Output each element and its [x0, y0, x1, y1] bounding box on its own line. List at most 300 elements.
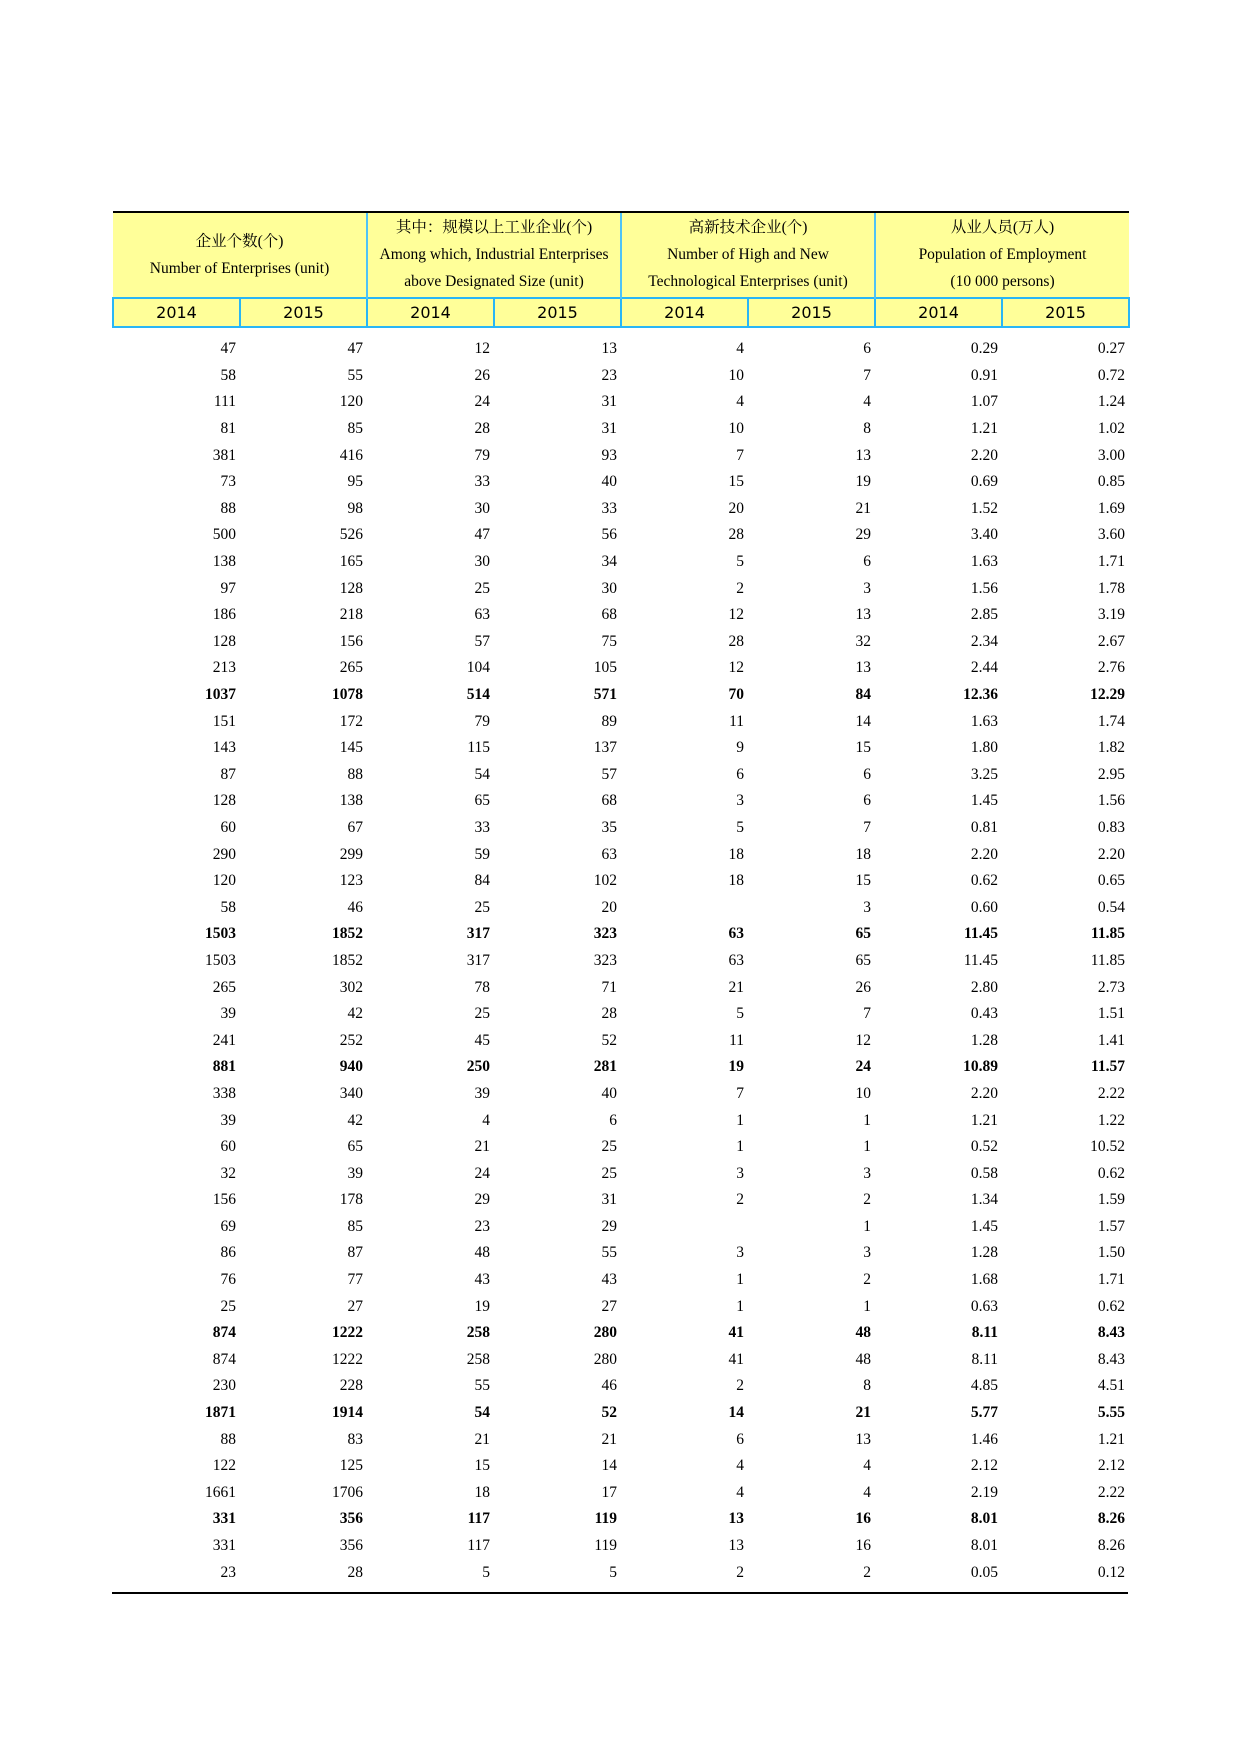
- table-row: [113, 1187, 1129, 1214]
- table-cell: 2: [863, 1271, 872, 1289]
- table-cell: 2.67: [1097, 632, 1126, 650]
- table-row: [113, 868, 1129, 895]
- table-cell: 60: [220, 818, 236, 836]
- table-cell: 5: [482, 1563, 490, 1581]
- table-cell: 2.34: [970, 632, 999, 650]
- table-row: [113, 602, 1129, 629]
- table-cell: 228: [339, 1377, 363, 1395]
- table-row: [113, 496, 1129, 523]
- table-cell: 172: [339, 712, 363, 730]
- table-cell: 14: [601, 1457, 618, 1475]
- table-cell: 88: [220, 499, 236, 517]
- table-row: [113, 1001, 1129, 1028]
- table-cell: 381: [212, 446, 236, 464]
- table-cell: 71: [601, 978, 618, 996]
- table-cell: 28: [601, 1005, 618, 1023]
- table-cell: 11.85: [1090, 951, 1126, 969]
- table-cell: [621, 1214, 748, 1241]
- table-cell: 1.80: [970, 739, 999, 757]
- table-cell: 119: [594, 1510, 618, 1528]
- table-cell: 39: [220, 1005, 236, 1023]
- table-cell: 4: [863, 1483, 872, 1501]
- table-cell: 65: [347, 1138, 363, 1156]
- table-row: [113, 1453, 1129, 1480]
- table-cell: 125: [339, 1457, 363, 1475]
- table-cell: 186: [212, 606, 236, 624]
- header-enterprises-cn: 企业个数(个): [195, 232, 284, 250]
- spacer-cell: [113, 327, 1129, 336]
- table-cell: 3: [736, 1244, 745, 1262]
- year-header: 2015: [748, 298, 875, 327]
- table-cell: 4.85: [970, 1377, 999, 1395]
- table-row-subtotal: [113, 1320, 1129, 1347]
- table-cell: 39: [220, 1111, 236, 1129]
- table-cell: 317: [466, 951, 490, 969]
- table-cell: 29: [601, 1217, 618, 1235]
- table-cell: 21: [855, 499, 872, 517]
- table-cell: 13: [855, 659, 872, 677]
- table-cell: 1.21: [970, 420, 999, 438]
- table-cell: 1.56: [970, 579, 999, 597]
- table-cell: 143: [212, 739, 236, 757]
- table-cell: 4: [482, 1111, 490, 1129]
- header-employment-en2: (10 000 persons): [950, 273, 1055, 290]
- table-cell: 178: [339, 1191, 363, 1209]
- table-cell: 3: [863, 1164, 872, 1182]
- table-cell: 123: [339, 872, 363, 890]
- table-cell: 1871: [205, 1404, 236, 1422]
- table-cell: 26: [855, 978, 872, 996]
- table-cell: 122: [212, 1457, 236, 1475]
- table-cell: 137: [593, 739, 618, 757]
- table-cell: 2.20: [1097, 845, 1126, 863]
- table-cell: 8.01: [970, 1537, 999, 1555]
- table-cell: 5.55: [1097, 1404, 1126, 1422]
- table-cell: 55: [474, 1377, 490, 1395]
- table-cell: 86: [220, 1244, 236, 1262]
- table-cell: 2: [863, 1191, 872, 1209]
- table-row: [113, 1214, 1129, 1241]
- statistics-table: [112, 211, 1130, 1586]
- table-cell: 26: [474, 366, 490, 384]
- table-cell: 33: [601, 499, 618, 517]
- table-cell: 28: [728, 526, 745, 544]
- year-header: 2015: [240, 298, 367, 327]
- table-cell: 40: [601, 473, 618, 491]
- table-row-subtotal: [113, 1054, 1129, 1081]
- table-cell: 40: [601, 1084, 618, 1102]
- table-cell: 1.56: [1097, 792, 1126, 810]
- table-cell: 13: [601, 340, 618, 358]
- table-cell: 1: [863, 1111, 872, 1129]
- table-row: [113, 1027, 1129, 1054]
- table-cell: 1.63: [970, 712, 999, 730]
- table-row-subtotal: [113, 921, 1129, 948]
- table-cell: 1: [736, 1297, 745, 1315]
- table-cell: 1.02: [1097, 420, 1126, 438]
- table-row: [113, 788, 1129, 815]
- table-cell: 0.72: [1097, 366, 1126, 384]
- table-row: [113, 841, 1129, 868]
- table-cell: 76: [220, 1271, 236, 1289]
- table-cell: 128: [212, 632, 236, 650]
- table-cell: 14: [728, 1404, 745, 1422]
- spacer-row: [113, 327, 1129, 336]
- table-body: [113, 327, 1129, 1586]
- table-row: [113, 1426, 1129, 1453]
- table-cell: 5: [609, 1563, 618, 1581]
- header-hightech: [621, 212, 875, 298]
- table-cell: 1.24: [1097, 393, 1126, 411]
- table-cell: 84: [474, 872, 490, 890]
- table-row: [113, 735, 1129, 762]
- table-cell: 1.41: [1097, 1031, 1126, 1049]
- table-cell: 1.71: [1097, 1271, 1126, 1289]
- table-cell: 68: [601, 792, 618, 810]
- table-cell: 138: [212, 553, 236, 571]
- table-cell: 280: [593, 1324, 618, 1342]
- table-cell: 83: [347, 1430, 363, 1448]
- table-cell: 331: [212, 1510, 236, 1528]
- table-cell: 87: [220, 765, 236, 783]
- table-cell: 151: [212, 712, 236, 730]
- table-cell: 35: [601, 818, 618, 836]
- table-cell: 31: [601, 1191, 618, 1209]
- table-cell: 43: [474, 1271, 490, 1289]
- table-cell: 3: [863, 898, 872, 916]
- table-row: [113, 974, 1129, 1001]
- table-cell: 11: [729, 712, 745, 730]
- table-cell: 65: [855, 925, 872, 943]
- table-cell: 1: [736, 1111, 745, 1129]
- table-cell: 2.85: [970, 606, 999, 624]
- table-cell: 0.65: [1097, 872, 1126, 890]
- table-cell: 4: [736, 393, 745, 411]
- table-cell: 120: [339, 393, 363, 411]
- table-cell: 25: [220, 1297, 236, 1315]
- table-cell: 30: [474, 553, 490, 571]
- table-cell: 1: [863, 1217, 872, 1235]
- table-cell: 12: [855, 1031, 872, 1049]
- table-cell: 340: [339, 1084, 363, 1102]
- table-row: [113, 442, 1129, 469]
- table-cell: 1.07: [970, 393, 999, 411]
- table-cell: 571: [593, 686, 618, 704]
- table-cell: 21: [474, 1138, 490, 1156]
- table-cell: 67: [347, 818, 363, 836]
- table-cell: 1.63: [970, 553, 999, 571]
- table-cell: 250: [466, 1058, 490, 1076]
- table-cell: 68: [601, 606, 618, 624]
- header-group-row: [113, 212, 1129, 298]
- table-cell: 317: [466, 925, 490, 943]
- table-cell: 6: [736, 1430, 745, 1448]
- table-cell: 2: [736, 1563, 745, 1581]
- table-cell: 30: [474, 499, 490, 517]
- table-cell: 1.74: [1097, 712, 1126, 730]
- table-cell: 1.28: [970, 1031, 999, 1049]
- table-cell: 24: [474, 1164, 490, 1182]
- table-cell: 0.63: [970, 1297, 999, 1315]
- table-cell: 79: [474, 446, 490, 464]
- table-cell: 32: [220, 1164, 236, 1182]
- table-cell: 1503: [205, 925, 236, 943]
- table-cell: 8: [863, 420, 872, 438]
- table-cell: 0.54: [1097, 898, 1126, 916]
- table-row: [113, 1533, 1129, 1560]
- table-cell: 1078: [332, 686, 363, 704]
- table-cell: 102: [593, 872, 618, 890]
- table-cell: 59: [474, 845, 490, 863]
- table-cell: 2: [863, 1563, 872, 1581]
- table-cell: 0.58: [970, 1164, 999, 1182]
- table-cell: 218: [339, 606, 363, 624]
- table-cell: 0.43: [970, 1005, 999, 1023]
- table-row: [113, 1081, 1129, 1108]
- table-row: [113, 549, 1129, 576]
- table-cell: 331: [212, 1537, 236, 1555]
- table-cell: 3: [736, 792, 745, 810]
- table-cell: 1222: [332, 1324, 363, 1342]
- table-cell: 1.82: [1097, 739, 1126, 757]
- table-cell: 25: [601, 1138, 618, 1156]
- table-cell: 85: [347, 1217, 363, 1235]
- table-cell: 45: [474, 1031, 490, 1049]
- table-cell: 117: [467, 1537, 490, 1555]
- table-cell: 13: [728, 1537, 745, 1555]
- table-cell: 63: [601, 845, 618, 863]
- table-cell: 416: [339, 446, 363, 464]
- table-cell: 1.45: [970, 1217, 999, 1235]
- table-cell: 16: [855, 1510, 872, 1528]
- table-cell: 19: [474, 1297, 490, 1315]
- table-cell: 11: [729, 1031, 745, 1049]
- table-cell: 1.71: [1097, 553, 1126, 571]
- table-cell: 63: [474, 606, 490, 624]
- table-cell: 77: [347, 1271, 363, 1289]
- table-cell: 20: [601, 898, 618, 916]
- table-cell: 3.19: [1097, 606, 1126, 624]
- table-cell: 33: [474, 473, 490, 491]
- table-cell: 1.50: [1097, 1244, 1126, 1262]
- table-cell: 1222: [332, 1350, 363, 1368]
- table-cell: 2.22: [1097, 1483, 1126, 1501]
- table-cell: 28: [474, 420, 490, 438]
- table-row: [113, 389, 1129, 416]
- table-cell: 0.29: [970, 340, 999, 358]
- table-cell: 41: [728, 1324, 745, 1342]
- header-employment-en1: Population of Employment: [918, 246, 1087, 263]
- table-cell: 0.83: [1097, 818, 1126, 836]
- table-cell: 48: [855, 1350, 872, 1368]
- table-cell: 13: [728, 1510, 745, 1528]
- table-cell: 1.69: [1097, 499, 1126, 517]
- table-cell: 1.45: [970, 792, 999, 810]
- table-cell: 15: [474, 1457, 490, 1475]
- table-cell: 39: [347, 1164, 363, 1182]
- table-row: [113, 1373, 1129, 1400]
- table-cell: 29: [855, 526, 872, 544]
- table-cell: 20: [728, 499, 745, 517]
- table-cell: 115: [467, 739, 490, 757]
- table-cell: 4: [736, 340, 745, 358]
- table-cell: 1.21: [1097, 1430, 1126, 1448]
- table-cell: 2.95: [1097, 765, 1126, 783]
- table-cell: 8.26: [1097, 1537, 1126, 1555]
- table-cell: 27: [347, 1297, 363, 1315]
- year-header: 2015: [1002, 298, 1129, 327]
- table-cell: 39: [474, 1084, 490, 1102]
- table-cell: 12: [474, 340, 490, 358]
- table-cell: 23: [220, 1563, 236, 1581]
- table-row: [113, 416, 1129, 443]
- table-cell: 874: [212, 1350, 236, 1368]
- table-cell: 48: [474, 1244, 490, 1262]
- table-cell: 213: [212, 659, 236, 677]
- table-cell: 1.46: [970, 1430, 999, 1448]
- table-cell: 0.27: [1097, 340, 1126, 358]
- table-cell: 0.12: [1097, 1563, 1126, 1581]
- table-cell: 2.20: [970, 1084, 999, 1102]
- table-cell: 1037: [205, 686, 236, 704]
- table-cell: 1852: [332, 925, 363, 943]
- table-row: [113, 1293, 1129, 1320]
- table-cell: 88: [347, 765, 363, 783]
- table-cell: 2.80: [970, 978, 999, 996]
- header-enterprises: [113, 212, 367, 298]
- table-row-subtotal: [113, 682, 1129, 709]
- table-cell: 4: [863, 1457, 872, 1475]
- table-cell: 156: [212, 1191, 236, 1209]
- table-row: [113, 762, 1129, 789]
- table-cell: 2.12: [1097, 1457, 1126, 1475]
- table-cell: 265: [212, 978, 236, 996]
- table-cell: 1.59: [1097, 1191, 1126, 1209]
- table-cell: 3: [736, 1164, 745, 1182]
- table-cell: 23: [474, 1217, 490, 1235]
- table-cell: 156: [339, 632, 363, 650]
- table-cell: 1.22: [1097, 1111, 1126, 1129]
- table-row: [113, 575, 1129, 602]
- table-cell: 1.51: [1097, 1005, 1126, 1023]
- table-row: [113, 1107, 1129, 1134]
- table-cell: 93: [601, 446, 618, 464]
- year-header: 2014: [875, 298, 1002, 327]
- table-row: [113, 469, 1129, 496]
- table-row: [113, 336, 1129, 363]
- table-cell: 6: [863, 553, 872, 571]
- table-cell: 11.45: [963, 951, 999, 969]
- table-cell: 31: [601, 393, 618, 411]
- table-cell: 42: [347, 1005, 363, 1023]
- table-cell: 13: [855, 606, 872, 624]
- table-row: [113, 708, 1129, 735]
- table-cell: 2.12: [970, 1457, 999, 1475]
- header-enterprises-en: Number of Enterprises (unit): [149, 259, 330, 277]
- table-cell: 85: [347, 420, 363, 438]
- table-cell: 47: [347, 340, 363, 358]
- table-cell: 42: [347, 1111, 363, 1129]
- table-cell: 46: [601, 1377, 618, 1395]
- table-row: [113, 629, 1129, 656]
- table-cell: 165: [339, 553, 363, 571]
- table-cell: 5: [736, 818, 745, 836]
- table-cell: 30: [601, 579, 618, 597]
- table-cell: 12: [728, 606, 745, 624]
- table-cell: 2.20: [970, 845, 999, 863]
- table-cell: 57: [474, 632, 490, 650]
- table-cell: 8.01: [970, 1510, 999, 1528]
- table-cell: 280: [593, 1350, 618, 1368]
- table-cell: 60: [220, 1138, 236, 1156]
- table-cell: 2.19: [970, 1483, 999, 1501]
- table-cell: 29: [474, 1191, 490, 1209]
- table-row: [113, 1347, 1129, 1374]
- table-cell: 19: [728, 1058, 745, 1076]
- table-cell: 10: [855, 1084, 872, 1102]
- table-cell: 1.28: [970, 1244, 999, 1262]
- table-cell: 52: [601, 1031, 618, 1049]
- table-cell: 79: [474, 712, 490, 730]
- table-cell: 78: [474, 978, 490, 996]
- table-row-subtotal: [113, 1400, 1129, 1427]
- table-cell: 54: [474, 1404, 490, 1422]
- table-cell: 1.78: [1097, 579, 1126, 597]
- table-cell: 3: [863, 579, 872, 597]
- table-cell: 1: [863, 1297, 872, 1315]
- table-cell: 4.51: [1097, 1377, 1126, 1395]
- header-industrial-en2: above Designated Size (unit): [404, 273, 584, 290]
- header-industrial: [367, 212, 621, 298]
- table-cell: 145: [339, 739, 363, 757]
- table-cell: 18: [474, 1483, 490, 1501]
- table-cell: 8.11: [971, 1324, 999, 1342]
- table-cell: 81: [220, 420, 236, 438]
- table-cell: 7: [736, 446, 745, 464]
- table-cell: 56: [601, 526, 618, 544]
- table-cell: 323: [593, 951, 618, 969]
- header-employment: [875, 212, 1129, 298]
- table-cell: 2.20: [970, 446, 999, 464]
- table-cell: 25: [474, 1005, 490, 1023]
- table-cell: 73: [220, 473, 236, 491]
- table-cell: 1.34: [970, 1191, 999, 1209]
- table-cell: 52: [601, 1404, 618, 1422]
- table-cell: 1.68: [970, 1271, 999, 1289]
- table-cell: 265: [339, 659, 363, 677]
- table-cell: 0.69: [970, 473, 999, 491]
- year-header: 2014: [621, 298, 748, 327]
- table-cell: 21: [601, 1430, 618, 1448]
- table-cell: 89: [601, 712, 618, 730]
- table-cell: 5: [736, 1005, 745, 1023]
- table-row: [113, 655, 1129, 682]
- table-row: [113, 948, 1129, 975]
- table-cell: 0.62: [1097, 1164, 1126, 1182]
- table-cell: 47: [220, 340, 236, 358]
- table-cell: 54: [474, 765, 490, 783]
- table-cell: 25: [474, 579, 490, 597]
- table-cell: 940: [339, 1058, 363, 1076]
- table-cell: 41: [728, 1350, 745, 1368]
- table-cell: 1: [736, 1138, 745, 1156]
- table-cell: 7: [863, 366, 872, 384]
- table-cell: 48: [855, 1324, 872, 1342]
- table-cell: 11.57: [1090, 1058, 1126, 1076]
- table-cell: 47: [474, 526, 490, 544]
- table-cell: 14: [855, 712, 872, 730]
- table-cell: 2: [736, 579, 745, 597]
